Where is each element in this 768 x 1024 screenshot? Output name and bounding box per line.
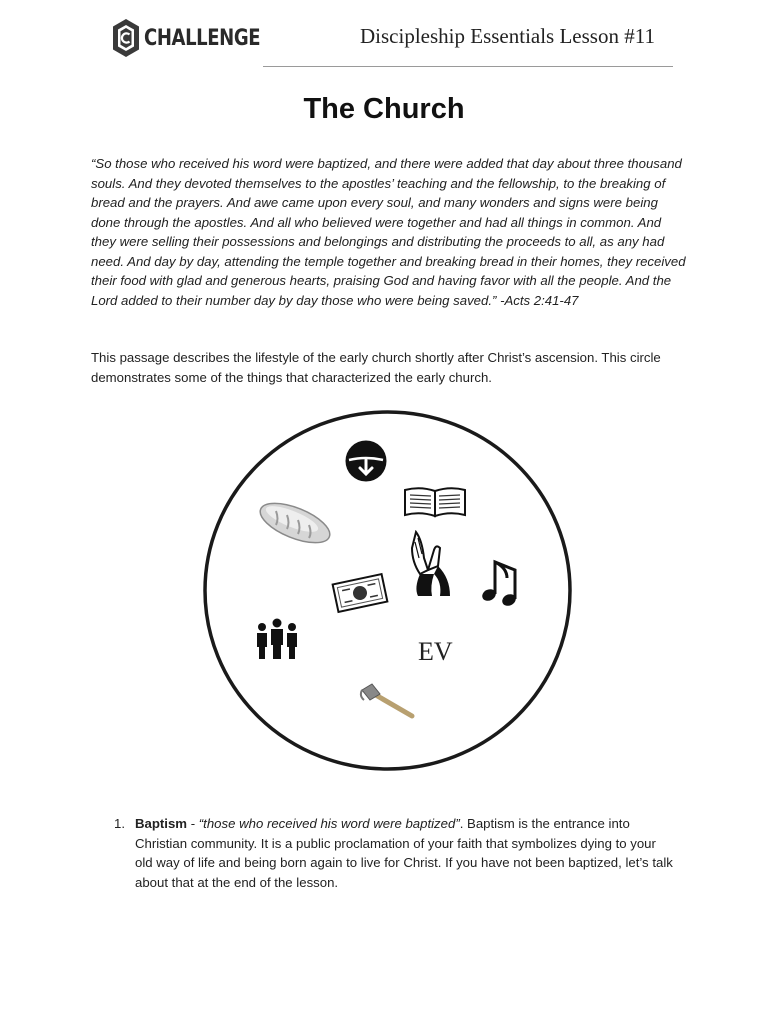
challenge-logo [112, 18, 286, 58]
praying-hands-icon [406, 530, 452, 598]
bread-icon [256, 495, 334, 551]
money-icon [331, 571, 389, 615]
challenge-logo-icon [112, 18, 140, 58]
baptism-icon [344, 439, 388, 483]
music-note-icon [481, 556, 519, 608]
scripture-passage: “So those who received his word were baptized, and there were added that day about three thousand souls. And they devoted themselves to the apostles’ teaching and the fellowship, to the breaking of bread and the prayers. And awe came upon every soul, and many wonders and signs were being done through the apostles. And all who believed were together and had all things in common. And they were selling their possessions and belongings and distributing the proceeds to all, as any had need. And day by day, attending the temple together and breaking bread in their homes, they received their food with glad and generous hearts, praising God and having favor with all the people. And the Lord added to their number day by day those who were being saved.” -Acts 2:41-47 [91, 156, 686, 308]
list-item-separator: - [187, 816, 199, 831]
list-item-quote: “those who received his word were baptized” [198, 816, 460, 831]
bible-icon [402, 486, 468, 520]
logo-text: CHALLENGE [144, 25, 261, 51]
list-item-term: Baptism [135, 816, 188, 831]
characteristics-list [114, 814, 674, 892]
list-item [114, 814, 674, 892]
lesson-title: Discipleship Essentials Lesson #11 [360, 24, 655, 48]
header-divider [263, 66, 673, 67]
page-title: The Church [303, 93, 465, 125]
intro-paragraph: This passage describes the lifestyle of the early church shortly after Christ’s ascension. This circle demonstrates some of the things that characterized the early church. [91, 350, 661, 385]
list-item-number: 1. [114, 816, 125, 831]
evangelism-label: EV [418, 637, 453, 666]
list-item-text: . Baptism is the entrance into Christian community. It is a public proclamation of your faith that symbolizes dying to your old way of life and being born again to live for Christ. If you have not been baptized, let’s talk about that at the end of the lesson. [135, 816, 673, 890]
people-icon [254, 617, 300, 661]
list-item-body [135, 814, 674, 892]
hammer-icon [358, 682, 416, 722]
